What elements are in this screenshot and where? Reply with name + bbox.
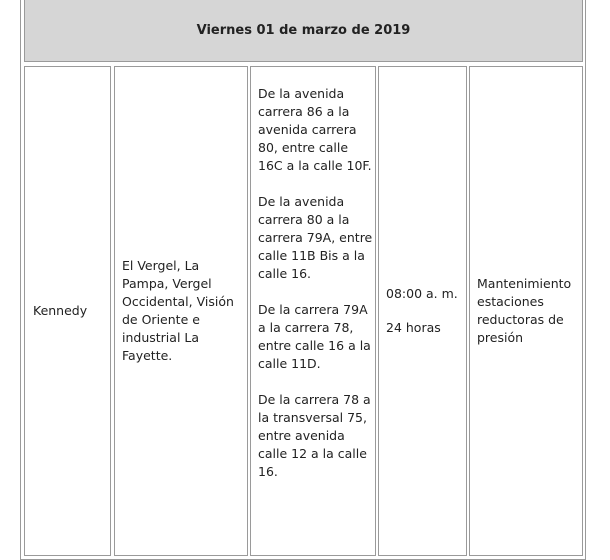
duration: 24 horas xyxy=(386,320,441,335)
locality-cell xyxy=(24,66,111,556)
date-header xyxy=(24,0,583,62)
start-time: 08:00 a. m. xyxy=(386,286,458,301)
sectors-cell xyxy=(250,66,376,556)
sector-item: De la carrera 78 a la transversal 75, entre avenida calle 12 a la calle 16. xyxy=(258,392,371,479)
locality-text: Kennedy xyxy=(33,303,88,318)
sector-item: De la avenida carrera 86 a la avenida carrera 80, entre calle 16C a la calle 10F. xyxy=(258,86,372,173)
date-title: Viernes 01 de marzo de 2019 xyxy=(196,23,411,38)
neighborhoods-cell xyxy=(114,66,248,556)
neighborhoods-text: El Vergel, La Pampa, Vergel Occidental, Visión de Oriente e industrial La Fayette. xyxy=(122,258,234,363)
schedule-cell xyxy=(378,66,467,556)
sector-item: De la carrera 79A a la carrera 78, entre calle 16 a la calle 11D. xyxy=(258,302,371,371)
reason-text: Mantenimiento estaciones reductoras de presión xyxy=(477,276,572,345)
reason-cell xyxy=(469,66,583,556)
sector-item: De la avenida carrera 80 a la carrera 79A, entre calle 11B Bis a la calle 16. xyxy=(258,194,373,281)
